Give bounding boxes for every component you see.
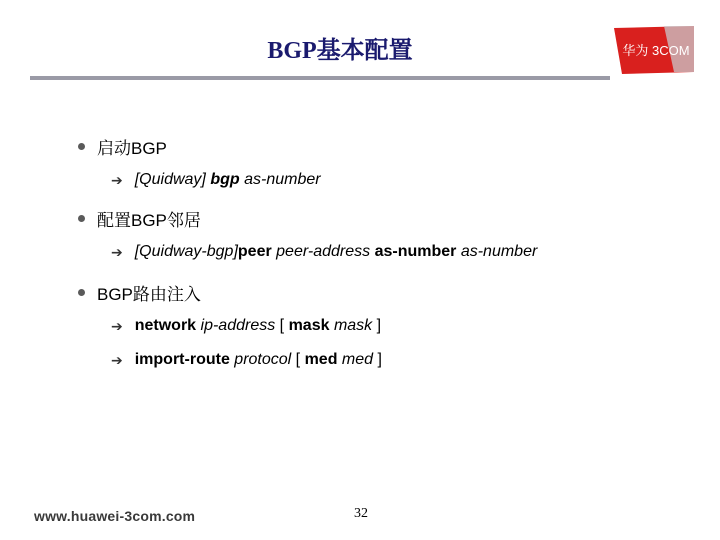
cmd-part: bgp xyxy=(210,171,240,188)
cmd-part: ] xyxy=(373,351,382,368)
arrow-right-icon: ➔ xyxy=(111,351,123,368)
bullet-label: 启动BGP xyxy=(97,139,167,158)
arrow-right-icon: ➔ xyxy=(111,317,123,334)
cmd-part: as-number xyxy=(239,171,321,188)
command-peer xyxy=(111,243,537,261)
cmd-part: ] xyxy=(372,317,382,334)
command-text xyxy=(135,317,381,335)
command-text xyxy=(135,243,538,261)
bullet-dot-icon xyxy=(78,143,85,150)
bullet-label: 配置BGP邻居 xyxy=(97,211,201,230)
cmd-part: ip-address xyxy=(196,317,276,334)
cmd-part: peer xyxy=(237,243,272,260)
cmd-part: med xyxy=(304,351,338,368)
slide-title: BGP基本配置 xyxy=(267,38,413,64)
cmd-part: network xyxy=(134,317,197,334)
cmd-part: [Quidway] xyxy=(134,171,211,188)
bullet-dot-icon xyxy=(78,215,85,222)
command-bgp xyxy=(111,171,321,189)
cmd-part: mask xyxy=(329,317,373,334)
command-text xyxy=(135,351,382,369)
command-network xyxy=(111,317,381,335)
bullet-start-bgp xyxy=(78,134,167,159)
cmd-part: med xyxy=(337,351,374,368)
page-number: 32 xyxy=(354,506,368,521)
arrow-right-icon: ➔ xyxy=(111,243,123,260)
cmd-part: as-number xyxy=(456,243,538,260)
bullet-route-inject xyxy=(78,280,201,305)
cmd-part: import-route xyxy=(134,351,230,368)
cmd-part: as-number xyxy=(374,243,457,260)
bullet-dot-icon xyxy=(78,289,85,296)
arrow-right-icon: ➔ xyxy=(111,171,123,188)
cmd-part: [Quidway-bgp] xyxy=(134,243,238,260)
footer-website: www.huawei-3com.com xyxy=(34,508,196,524)
cmd-part: protocol xyxy=(229,351,292,368)
logo-label: 华为 3COM xyxy=(622,43,690,58)
cmd-part: [ xyxy=(275,317,289,334)
bullet-label: BGP路由注入 xyxy=(97,285,201,304)
bullet-config-peer xyxy=(78,206,201,231)
cmd-part: mask xyxy=(288,317,330,334)
cmd-part: [ xyxy=(291,351,305,368)
title-divider xyxy=(30,76,610,80)
command-import-route xyxy=(111,351,382,369)
cmd-part: peer-address xyxy=(271,243,375,260)
command-text xyxy=(135,171,321,189)
